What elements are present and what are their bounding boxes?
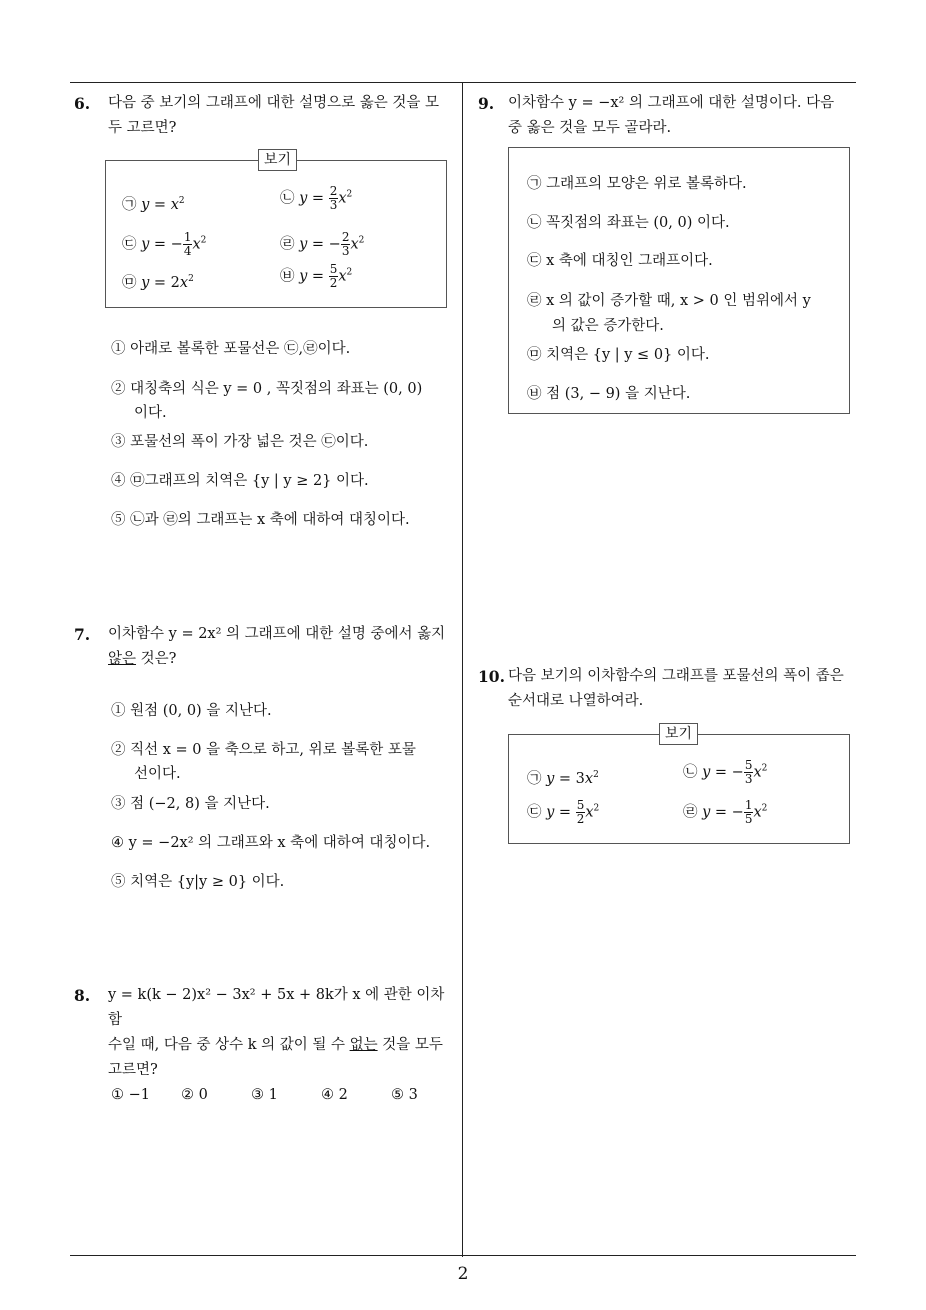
question-number: 10.	[478, 667, 505, 686]
question-text-line: y = k(k − 2)x² − 3x² + 5x + 8k가 x 에 관한 이차함	[108, 987, 445, 1028]
option-5: ⑤ ㉡과 ㉣의 그래프는 x 축에 대하여 대칭이다.	[111, 512, 410, 528]
question-text-line	[108, 647, 458, 672]
option-4: ④ 2	[321, 1087, 348, 1103]
example-item: ㉠ $y = 3x^2$	[527, 770, 599, 787]
question-text-line: 고르면?	[108, 1062, 158, 1078]
example-box-6	[105, 152, 447, 308]
statement-box-9	[508, 147, 850, 414]
example-item: ㉣ y = − $\frac{1}{5}$ $x^2$	[683, 798, 768, 826]
question-6	[74, 91, 458, 141]
option-2: ② 0	[181, 1087, 208, 1103]
question-text-line: 다음 중 보기의 그래프에 대한 설명으로 옳은 것을 모	[108, 95, 440, 111]
question-number: 7.	[74, 625, 91, 644]
option-2-cont: 이다.	[134, 405, 167, 421]
example-box-10	[508, 726, 850, 844]
question-text-line	[108, 1033, 458, 1058]
option-3: ③ 점 (−2, 8) 을 지난다.	[111, 796, 270, 812]
option-2-cont: 선이다.	[134, 766, 181, 782]
top-rule	[70, 82, 856, 83]
box-title: 보기	[659, 723, 698, 745]
option-1: ① −1	[111, 1087, 150, 1103]
question-10	[478, 664, 862, 714]
example-item: ㉥ y = $\frac{5}{2}$ $x^2$	[280, 262, 353, 290]
question-9	[478, 91, 862, 141]
option-5: ⑤ 3	[391, 1087, 418, 1103]
option-4: ④ ㉤그래프의 치역은 {y | y ≥ 2} 이다.	[111, 473, 369, 489]
statement-item: ㉡ 꼭짓점의 좌표는 (0, 0) 이다.	[527, 215, 730, 231]
option-3: ③ 1	[251, 1087, 278, 1103]
question-text	[508, 664, 862, 714]
question-number: 6.	[74, 94, 91, 113]
statement-item: ㉥ 점 (3, − 9) 을 지난다.	[527, 386, 691, 402]
question-text-rest: 것은?	[136, 651, 177, 667]
option-2: ② 대칭축의 식은 y = 0 , 꼭짓점의 좌표는 (0, 0)	[111, 381, 423, 397]
bottom-rule	[70, 1255, 856, 1256]
statement-item-cont: 의 값은 증가한다.	[552, 318, 664, 334]
question-number: 8.	[74, 986, 91, 1005]
option-1: ① 아래로 볼록한 포물선은 ㉢,㉣이다.	[111, 341, 351, 357]
question-text-part: 것을 모두	[377, 1037, 443, 1053]
option-2: ② 직선 x = 0 을 축으로 하고, 위로 볼록한 포물	[111, 742, 416, 758]
example-item: ㉤ $y = 2x^2$	[122, 274, 194, 291]
question-text-line: 중 옳은 것을 모두 골라라.	[508, 120, 672, 136]
box-title: 보기	[258, 149, 297, 171]
example-item: ㉡ y = $\frac{2}{3}$ $x^2$	[280, 184, 353, 212]
question-text	[108, 983, 458, 1083]
option-3: ③ 포물선의 폭이 가장 넓은 것은 ㉢이다.	[111, 434, 369, 450]
column-divider	[462, 83, 463, 1257]
statement-item: ㉠ 그래프의 모양은 위로 볼록하다.	[527, 176, 747, 192]
question-number: 9.	[478, 94, 495, 113]
statement-item: ㉢ x 축에 대칭인 그래프이다.	[527, 253, 713, 269]
example-item: ㉠ $y = x^2$	[122, 196, 185, 213]
question-text-line: 순서대로 나열하여라.	[508, 693, 644, 709]
question-text-line: 두 고르면?	[108, 120, 177, 136]
option-1: ① 원점 (0, 0) 을 지난다.	[111, 703, 272, 719]
question-text-part: 수일 때, 다음 중 상수 k 의 값이 될 수	[108, 1037, 350, 1053]
underlined-word: 없는	[349, 1037, 378, 1053]
question-text	[108, 91, 458, 141]
example-item: ㉡ y = − $\frac{5}{3}$ $x^2$	[683, 758, 768, 786]
option-5: ⑤ 치역은 {y|y ≥ 0} 이다.	[111, 874, 285, 890]
example-item: ㉣ y = − $\frac{2}{3}$ $x^2$	[280, 230, 365, 258]
question-text-line: 다음 보기의 이차함수의 그래프를 포물선의 폭이 좁은	[508, 668, 844, 684]
question-8	[74, 983, 458, 1083]
question-text-line: 이차함수 y = 2x² 의 그래프에 대한 설명 중에서 옳지	[108, 626, 446, 642]
question-text-line: 이차함수 y = −x² 의 그래프에 대한 설명이다. 다음	[508, 95, 835, 111]
question-text	[508, 91, 862, 141]
page-number: 2	[457, 1264, 469, 1284]
example-item: ㉢ y = $\frac{5}{2}$ $x^2$	[527, 798, 600, 826]
question-7	[74, 622, 458, 672]
statement-item: ㉤ 치역은 {y | y ≤ 0} 이다.	[527, 347, 710, 363]
statement-item: ㉣ x 의 값이 증가할 때, x > 0 인 범위에서 y	[527, 293, 811, 309]
example-item: ㉢ y = − $\frac{1}{4}$ $x^2$	[122, 230, 207, 258]
underlined-word: 않은	[108, 651, 137, 667]
question-text	[108, 622, 458, 672]
option-4: ④ y = −2x² 의 그래프와 x 축에 대하여 대칭이다.	[111, 835, 431, 851]
